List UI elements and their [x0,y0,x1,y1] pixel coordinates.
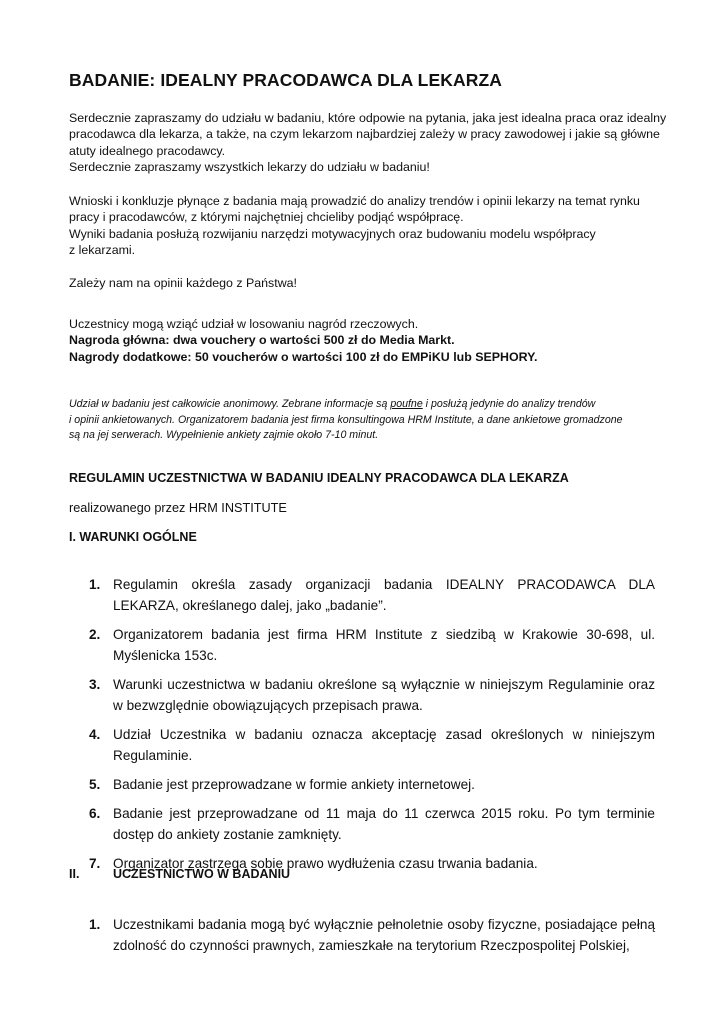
section-2-list [69,914,655,964]
item-text: Organizator zastrzega sobie prawo wydłużenia czasu trwania badania. [113,856,538,871]
note-line-3: są na jej serwerach. Wypełnienie ankiety zajmie około 7-10 minut. [69,429,379,442]
item-text: Badanie jest przeprowadzane w formie ankiety internetowej. [113,777,475,792]
item-text: Organizatorem badania jest firma HRM Institute z siedzibą w Krakowie 30-698, ul. Myślenicka 153c. [113,627,655,663]
section-2-number: II. [69,867,80,881]
intro-paragraph-1 [69,110,667,176]
item-text: Regulamin określa zasady organizacji badania IDEALNY PRACODAWCA DLA LEKARZA, określanego dalej, jako „badanie”. [113,577,655,613]
intro-line: Zależy nam na opinii każdego z Państwa! [69,276,297,290]
section-1-list [69,574,655,882]
list-item [69,574,655,616]
note-text: Udział w badaniu jest całkowicie anonimowy. Zebrane informacje są [69,398,391,410]
list-item [69,724,655,766]
list-item [69,624,655,666]
intro-paragraph-2 [69,193,659,259]
note-line-2: i opinii ankietowanych. Organizatorem badania jest firma konsultingowa HRM Institute, a dane ankietowe gromadzone [69,413,623,426]
anonymity-note [69,397,659,444]
item-number: 4. [89,727,101,742]
note-text: i posłużą jedynie do analizy trendów [422,398,596,410]
prize-main: Nagroda główna: dwa vouchery o wartości 500 zł do Media Markt. [69,333,455,348]
intro-line: pracy i pracodawców, z którymi najchętniej chcieliby podjąć współpracę. [69,210,464,225]
item-number: 3. [89,677,101,692]
list-item [69,803,655,845]
item-number: 1. [89,577,101,592]
note-line-1 [69,397,659,413]
document-title: BADANIE: IDEALNY PRACODAWCA DLA LEKARZA [69,70,502,90]
regulamin-subtitle: realizowanego przez HRM INSTITUTE [69,501,287,515]
item-number: 5. [89,777,101,792]
intro-line: z lekarzami. [69,243,136,258]
item-number: 7. [89,856,101,871]
intro-line: Serdecznie zapraszamy wszystkich lekarzy do udziału w badaniu! [69,160,430,175]
intro-line: pracodawca dla lekarza, a także, na czym lekarzom najbardziej zależy w pracy zawodowej i jakie są główne [69,127,660,142]
note-underlined-word: poufne [390,398,423,410]
intro-paragraph-3 [69,275,659,291]
intro-line: Wyniki badania posłużą rozwijaniu narzędzi motywacyjnych oraz budowaniu modelu współpracy [69,226,596,241]
intro-line: atuty idealnego pracodawcy. [69,143,226,158]
regulamin-title: REGULAMIN UCZESTNICTWA W BADANIU IDEALNY PRACODAWCA DLA LEKARZA [69,471,569,485]
prizes-intro: Uczestnicy mogą wziąć udział w losowaniu nagród rzeczowych. [69,317,419,331]
prizes-block [69,316,659,365]
item-number: 6. [89,806,101,821]
section-1-heading: I. WARUNKI OGÓLNE [69,530,197,544]
section-2-heading [69,867,290,881]
prize-extra: Nagrody dodatkowe: 50 voucherów o wartości 100 zł do EMPiKU lub SEPHORY. [69,349,538,364]
item-text: Warunki uczestnictwa w badaniu określone są wyłącznie w niniejszym Regulaminie oraz w bezwzględnie obowiązujących przepisach prawa. [113,677,655,713]
item-number: 2. [89,627,101,642]
section-2-title: UCZESTNICTWO W BADANIU [113,867,291,881]
list-item [69,774,655,795]
item-text: Uczestnikami badania mogą być wyłącznie pełnoletnie osoby fizyczne, posiadające pełną zdolność do czynności prawnych, zamieszkałe na terytorium Rzeczpospolitej Polskiej, [113,917,655,953]
list-item [69,914,655,956]
item-text: Badanie jest przeprowadzane od 11 maja do 11 czerwca 2015 roku. Po tym terminie dostęp do ankiety zostanie zamknięty. [113,806,655,842]
item-number: 1. [89,917,101,932]
intro-line: Wnioski i konkluzje płynące z badania mają prowadzić do analizy trendów i opinii lekarzy na temat rynku [69,194,640,208]
item-text: Udział Uczestnika w badaniu oznacza akceptację zasad określonych w niniejszym Regulaminie. [113,727,655,763]
intro-line: Serdecznie zapraszamy do udziału w badaniu, które odpowie na pytania, jaka jest idealna praca oraz idealny [69,111,667,125]
list-item [69,674,655,716]
